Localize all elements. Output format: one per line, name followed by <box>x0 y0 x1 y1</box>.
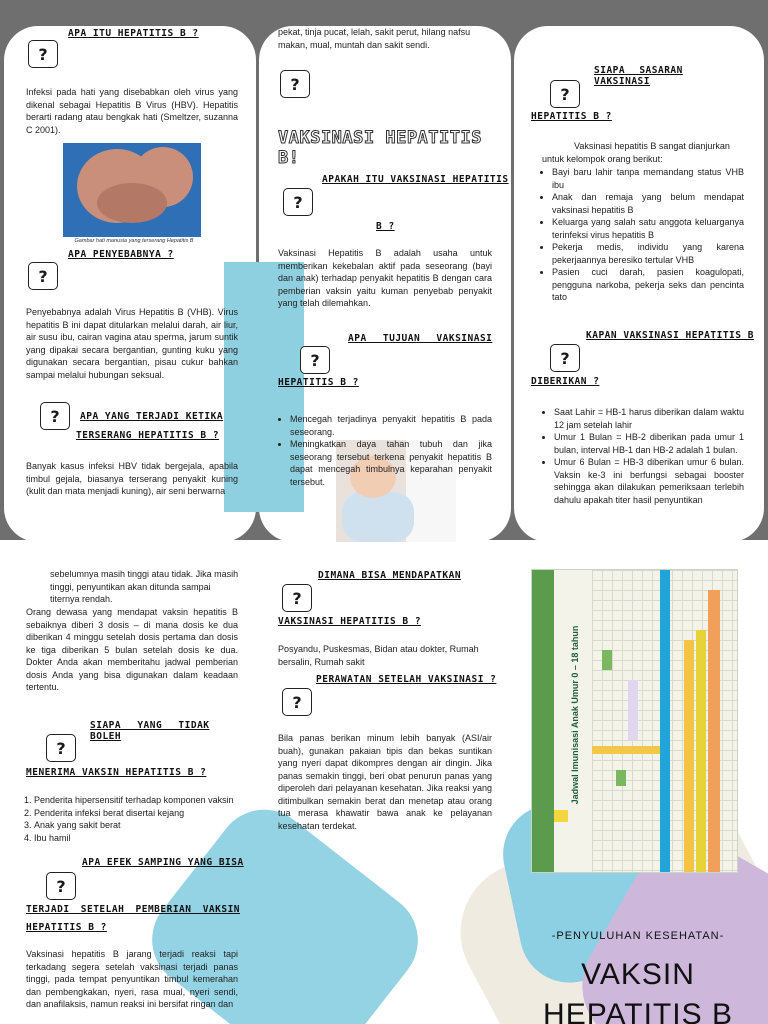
heading-apa-penyebabnya: APA PENYEBABNYA ? <box>68 249 174 260</box>
adult-dose-paragraph: Orang dewasa yang mendapat vaksin hepatitis B sebaiknya diberi 3 dosis – di mana dosis ke dua diberikan 4 minggu setelah dosis pertama dan dosis ke tiga diberikan 5 bulan setelah dosis ke dua. Dokter Anda akan memberitahu jadwal pemberian dosis Anda yang bisa digunakan dalam keadaan tertentu. <box>26 607 238 692</box>
locations-text: Posyandu, Puskesmas, Bidan atau dokter, Rumah bersalin, Rumah sakit <box>278 644 479 667</box>
question-icon: ? <box>550 344 580 372</box>
heading-efek-samping-2: TERJADI SETELAH PEMBERIAN VAKSIN <box>26 904 241 915</box>
heading-apa-tujuan-1: APA TUJUAN VAKSINASI <box>348 333 493 344</box>
heading-perawatan: PERAWATAN SETELAH VAKSINASI ? <box>316 674 497 685</box>
page-title: VAKSINASI HEPATITIS B! <box>278 128 482 168</box>
list-item: 1. Penderita hipersensitif terhadap komponen vaksin <box>34 794 240 807</box>
list-item: • Pekerja medis, individu yang karena pekerjaannya beresiko tertular VHB <box>552 241 744 266</box>
heading-kapan-vaksinasi-2: DIBERIKAN ? <box>531 376 600 387</box>
symptoms-continued: pekat, tinja pucat, lelah, sakit perut, hilang nafsu makan, mual, muntah dan sakit sendi. <box>278 27 471 50</box>
contraindication-list <box>20 794 240 844</box>
heading-efek-samping-3: HEPATITIS B ? <box>26 922 107 933</box>
question-icon: ? <box>283 188 313 216</box>
target-list <box>538 166 744 304</box>
list-item: • Umur 6 Bulan = HB-3 diberikan umur 6 bulan. Vaksin ke-3 ini berfungsi sebagai booster sehingga akan dilakukan pemeriksaan terlebih dahulu apakah titer hasil penyuntikan <box>554 456 744 506</box>
question-icon: ? <box>40 402 70 430</box>
list-item: • Bayi baru lahir tanpa memandang status VHB ibu <box>552 166 744 191</box>
list-item: • Pasien cuci darah, pasien koagulopati, pengguna narkoba, pekerja seks dan pencinta tato <box>552 266 744 304</box>
liver-image <box>63 143 201 237</box>
list-item: • Anak dan remaja yang belum mendapat vaksinasi hepatitis B <box>552 191 744 216</box>
heading-apa-yang-terjadi-2: TERSERANG HEPATITIS B ? <box>76 430 220 441</box>
question-icon: ? <box>28 40 58 68</box>
heading-siapa-sasaran-2: HEPATITIS B ? <box>531 111 612 122</box>
brochure-kicker: -PENYULUHAN KESEHATAN- <box>551 930 725 942</box>
heading-apa-yang-terjadi-1: APA YANG TERJADI KETIKA <box>80 411 224 422</box>
question-icon: ? <box>46 734 76 762</box>
question-icon: ? <box>300 346 330 374</box>
heading-dimana-1: DIMANA BISA MENDAPATKAN <box>318 570 462 581</box>
list-item: • Umur 1 Bulan = HB-2 diberikan pada umur 1 bulan, interval HB-1 dan HB-2 adalah 1 bulan. <box>554 431 744 456</box>
cover-title-line2: HEPATITIS B <box>543 998 733 1024</box>
side-effects-paragraph: Vaksinasi hepatitis B jarang terjadi reaksi tapi terkadang segera setelah vaksinasi terjadi panas tinggi, pada tempat penyuntikan timbul kemerahan dan pembengkakan, nyeri, rasa mual, nyeri sendi, dan anafilaksis, namun reaksi ini bersifat ringan dan <box>26 949 238 1009</box>
cause-paragraph: Penyebabnya adalah Virus Hepatitis B (VHB). Virus hepatitis B ini dapat ditularkan melalui darah, air liur, air susu ibu, cairan vagina atau sperma, jarum suntik yang dipakai secara bergantian, gunting kuku yang digunakan secara bergantian, pisau cukur bahkan sampai melalui hubungan seksual. <box>26 307 238 380</box>
target-intro: Vaksinasi hepatitis B sangat dianjurkan untuk kelompok orang berikut: <box>542 141 730 164</box>
heading-siapa-tidak-boleh-2: MENERIMA VAKSIN HEPATITIS B ? <box>26 767 207 778</box>
heading-siapa-tidak-boleh-1: SIAPA YANG TIDAK BOLEH <box>90 720 210 742</box>
question-icon: ? <box>46 872 76 900</box>
heading-siapa-sasaran-1: SIAPA SASARAN VAKSINASI <box>594 65 683 87</box>
schedule-title: Jadwal Imunisasi Anak Umur 0 – 18 tahun <box>570 625 580 805</box>
liver-image-caption: Gambar hati manusia yang terserang Hepatitis B <box>74 238 194 244</box>
symptoms-paragraph: Banyak kasus infeksi HBV tidak bergejala, apabila timbul gejala, biasanya terserang penyakit kuning (kulit dan mata menjadi kuning), air seni berwarna <box>26 461 238 496</box>
list-item: • Keluarga yang salah satu anggota keluarganya terinfeksi virus hepatitis B <box>552 216 744 241</box>
aftercare-paragraph: Bila panas berikan minum lebih banyak (ASI/air buah), gunakan pakaian tipis dan bekas suntikan yang nyeri dapat dikompres dengan air dingin. Jika panas semakin tinggi, beri obat penurun panas yang diperoleh dari pelayanan kesehatan. Jika reaksi yang ditimbulkan semakin berat dan menetap atau orang tua merasa khawatir bawa anak ke pelayanan kesehatan terdekat. <box>278 733 492 831</box>
list-item: • Meningkatkan daya tahan tubuh dan jika seseorang tersebut terkena penyakit hepatitis B dapat mencegah timbulnya keparahan penyakit tersebut. <box>290 438 492 488</box>
brochure-cover-title <box>520 955 756 1024</box>
list-item: 4. Ibu hamil <box>34 832 240 845</box>
schedule-list <box>540 406 744 506</box>
vaccination-definition: Vaksinasi Hepatitis B adalah usaha untuk memberikan kekebalan aktif pada seseorang (bayi dan anak) terhadap penyakit hepatitis B dengan cara pemberian vaksin yaitu kuman penyebab penyakit yang telah dilemahkan. <box>278 248 492 308</box>
heading-dimana-2: VAKSINASI HEPATITIS B ? <box>278 616 422 627</box>
heading-apa-tujuan-2: HEPATITIS B ? <box>278 377 359 388</box>
heading-efek-samping-1: APA EFEK SAMPING YANG BISA <box>82 857 244 868</box>
list-item: • Mencegah terjadinya penyakit hepatitis B pada seseorang. <box>290 413 492 438</box>
immunization-schedule-image <box>531 569 738 873</box>
question-icon: ? <box>282 584 312 612</box>
question-icon: ? <box>280 70 310 98</box>
heading-apakah-itu-vaksinasi-1: APAKAH ITU VAKSINASI HEPATITIS <box>322 174 509 185</box>
heading-apakah-itu-vaksinasi-2: B ? <box>376 221 395 232</box>
purpose-list <box>276 413 492 488</box>
heading-kapan-vaksinasi-1: KAPAN VAKSINASI HEPATITIS B <box>586 330 754 341</box>
question-icon: ? <box>282 688 312 716</box>
list-item: 3. Anak yang sakit berat <box>34 819 240 832</box>
definition-paragraph: Infeksi pada hati yang disebabkan oleh virus yang dikenal sebagai Hepatitis B Virus (HBV). Hepatitis berarti radang atau bengkak hati (Smeltzer, suzanna C 2001). <box>26 87 238 135</box>
list-item: • Saat Lahir = HB-1 harus diberikan dalam waktu 12 jam setelah lahir <box>554 406 744 431</box>
question-icon: ? <box>28 262 58 290</box>
question-icon: ? <box>550 80 580 108</box>
list-item: 2. Penderita infeksi berat disertai kejang <box>34 807 240 820</box>
cover-title-line1: VAKSIN <box>581 958 695 991</box>
heading-apa-itu-hepatitis: APA ITU HEPATITIS B ? <box>68 28 199 39</box>
titer-continued: sebelumnya masih tinggi atau tidak. Jika masih tinggi, penyuntikan akan ditunda sampai titernya rendah. <box>50 569 239 604</box>
